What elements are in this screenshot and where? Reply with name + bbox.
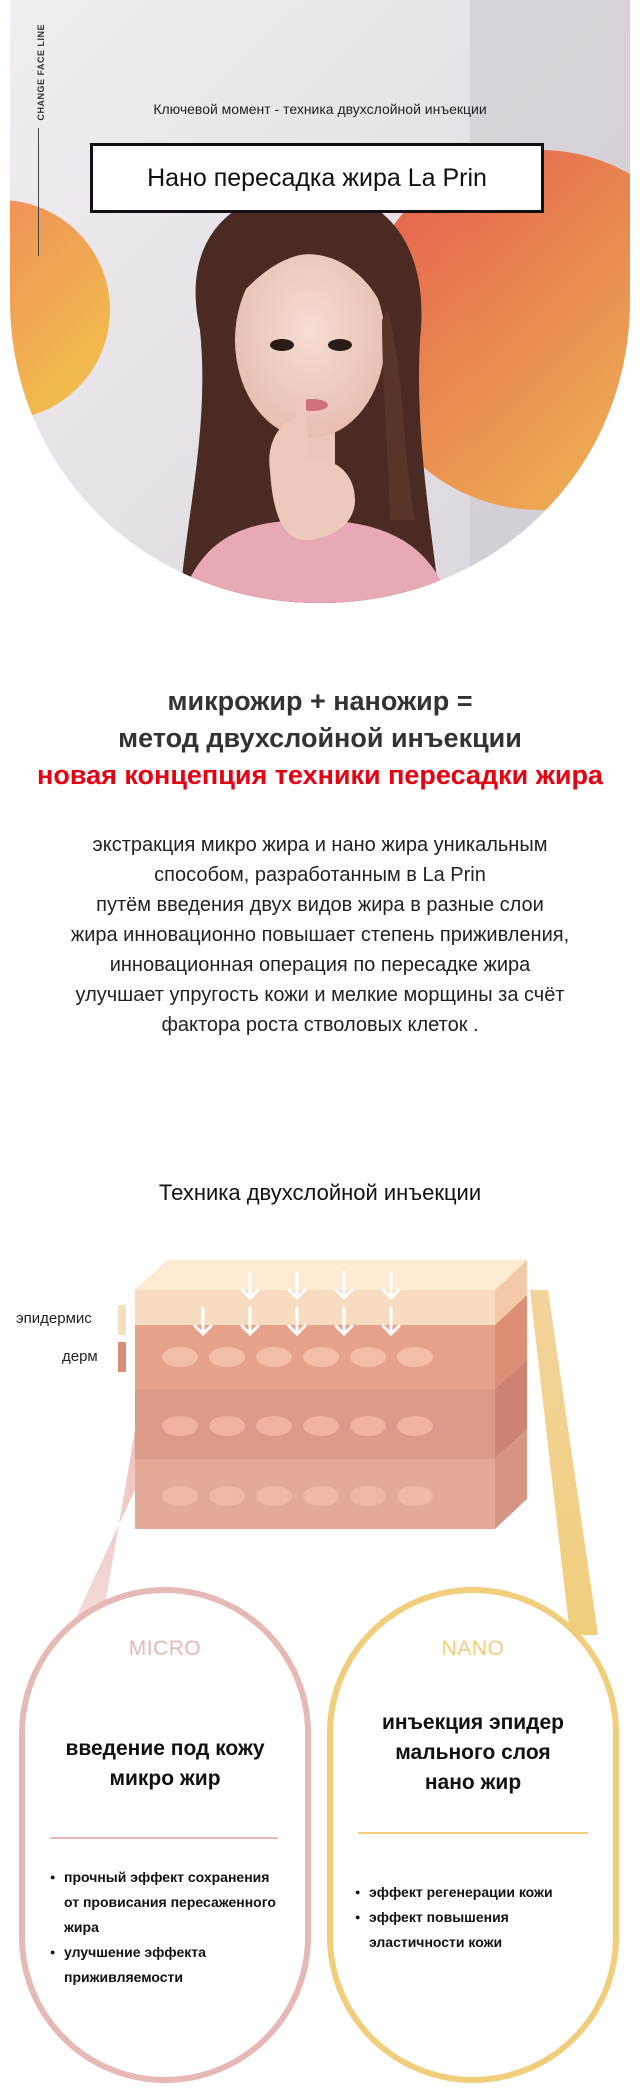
paragraph-line: улучшает упругость кожи и мелкие морщины за счёт	[75, 984, 565, 1006]
nano-text-line: нано жир	[424, 1771, 522, 1794]
hero-photo	[10, 0, 630, 603]
layer-label-epidermis: эпидермис	[16, 1310, 92, 1327]
headline-line-3: новая концепция техники пересадки жира	[37, 760, 603, 790]
micro-heading: MICRO	[128, 1637, 202, 1660]
nano-bullet-list	[355, 1880, 600, 1955]
micro-description	[22, 1734, 308, 1794]
hero-section	[0, 0, 640, 620]
nano-text-line: инъекция эпидер	[381, 1711, 565, 1734]
paragraph-line: экстракция микро жира и нано жира уникальным	[92, 834, 548, 856]
headline-line-1: микрожир + наножир =	[167, 686, 473, 716]
paragraph-line: путём введения двух видов жира в разные слои	[96, 894, 544, 916]
nano-description	[330, 1708, 616, 1798]
micro-bullet-1: ● прочный эффект сохранения	[50, 1865, 295, 1890]
technique-diagram	[0, 1250, 640, 2093]
hero-subtitle: Ключевой момент - техника двухслойной инъекции	[153, 101, 487, 117]
hero-title-box	[90, 143, 544, 213]
paragraph-line: жира инновационно повышает степень приживления,	[70, 924, 570, 946]
nano-heading: NANO	[441, 1637, 505, 1660]
nano-bullet-1: ● эффект регенерации кожи	[355, 1880, 600, 1905]
micro-text-line: введение под кожу	[65, 1737, 265, 1760]
nano-bullet-2: ● эффект повышения	[355, 1905, 600, 1930]
headline-line-2: метод двухслойной инъекции	[118, 723, 522, 753]
micro-bullet-2-cont: приживляемости	[64, 1969, 184, 1985]
micro-bullet-list	[50, 1865, 295, 1990]
nano-text-line: мального слоя	[395, 1741, 551, 1764]
hero-title: Нано пересадка жира La Prin	[147, 163, 487, 192]
paragraph-line: способом, разработанным в La Prin	[154, 864, 486, 886]
micro-bullet-2: ● улучшение эффекта	[50, 1940, 295, 1965]
side-divider-line	[38, 128, 39, 256]
paragraph-line: инновационная операция по пересадке жира	[109, 954, 531, 976]
intro-paragraph	[0, 830, 640, 1040]
technique-title: Техника двухслойной инъекции	[158, 1180, 482, 1205]
nano-bullet-2-cont: эластичности кожи	[369, 1934, 503, 1950]
micro-bullet-1-cont: от провисания пересаженного	[64, 1894, 276, 1910]
side-brand-text: CHANGE FACE LINE	[36, 24, 46, 121]
micro-bullet-1-cont: жира	[64, 1919, 99, 1935]
layer-label-derm: дерм	[62, 1348, 98, 1365]
micro-text-line: микро жир	[109, 1767, 221, 1790]
paragraph-line: фактора роста стволовых клеток .	[161, 1014, 479, 1036]
